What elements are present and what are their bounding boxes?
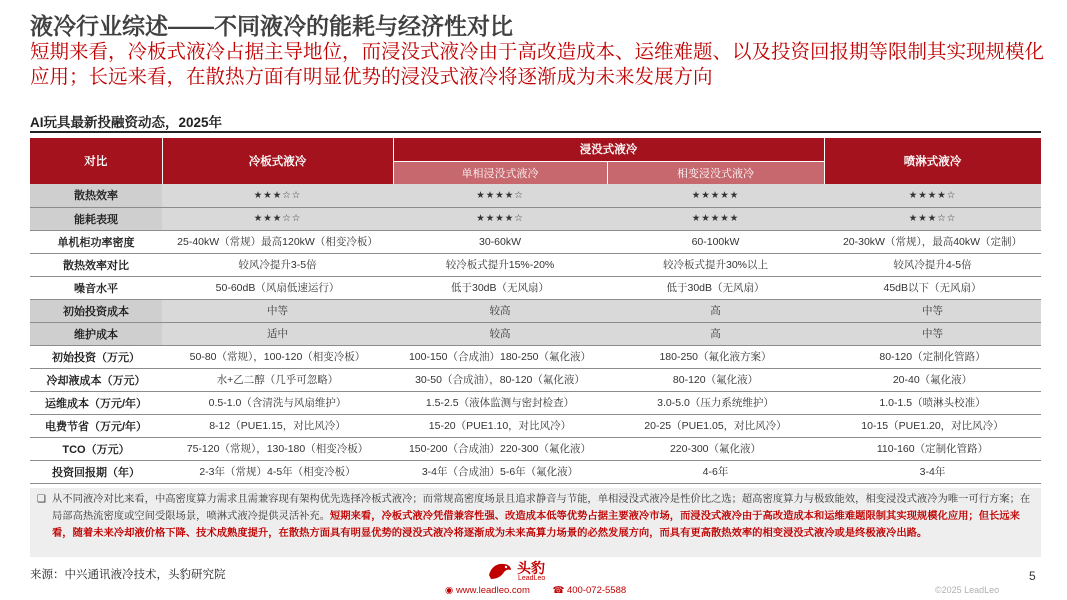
star-rating: ★★★★☆ bbox=[824, 184, 1041, 207]
row-label: 投资回报期（年） bbox=[30, 460, 162, 483]
summary-note bbox=[30, 488, 1041, 557]
table-row bbox=[30, 322, 1041, 345]
table-cell: 0.5-1.0（含清洗与风扇维护） bbox=[162, 391, 393, 414]
table-cell: 较风冷提升4-5倍 bbox=[824, 253, 1041, 276]
table-cell: 150-200（合成油）220-300（氟化液） bbox=[393, 437, 607, 460]
table-cell: 较高 bbox=[393, 299, 607, 322]
table-row bbox=[30, 276, 1041, 299]
logo-english-text: LeadLeo bbox=[518, 575, 546, 582]
header-spray: 喷淋式液冷 bbox=[824, 138, 1041, 184]
header-compare: 对比 bbox=[30, 138, 162, 184]
table-cell: 25-40kW（常规）最高120kW（相变冷板） bbox=[162, 230, 393, 253]
row-label: 运维成本（万元/年） bbox=[30, 391, 162, 414]
page-subtitle: 短期来看，冷板式液冷占据主导地位，而浸没式液冷由于高改造成本、运维难题、以及投资回报期等限制其实现规模化应用；长远来看，在散热方面有明显优势的浸没式液冷将逐渐成为未来发展方向 bbox=[30, 41, 1045, 88]
phone-text: 400-072-5588 bbox=[566, 585, 627, 596]
table-row bbox=[30, 230, 1041, 253]
table-cell: 30-60kW bbox=[393, 230, 607, 253]
comparison-table bbox=[30, 138, 1042, 484]
table-cell: 3-4年（合成油）5-6年（氟化液） bbox=[393, 460, 607, 483]
table-row bbox=[30, 345, 1041, 368]
table-title: AI玩具最新投融资动态，2025年 bbox=[30, 115, 223, 130]
table-cell: 2-3年（常规）4-5年（相变冷板） bbox=[162, 460, 393, 483]
table-row bbox=[30, 437, 1041, 460]
star-rating: ★★★☆☆ bbox=[162, 184, 393, 207]
table-cell: 较冷板式提升15%-20% bbox=[393, 253, 607, 276]
star-rating: ★★★☆☆ bbox=[162, 207, 393, 230]
website-text[interactable]: www.leadleo.com bbox=[455, 585, 530, 596]
copyright-text: ©2025 LeadLeo bbox=[935, 585, 1000, 595]
phone-info: ☎ 400-072-5588 bbox=[552, 585, 627, 596]
leopard-logo-icon bbox=[487, 559, 513, 583]
row-label: 散热效率对比 bbox=[30, 253, 162, 276]
logo-chinese-text: 头豹 bbox=[517, 560, 545, 576]
row-label: 单机柜功率密度 bbox=[30, 230, 162, 253]
note-bullet-icon: ❑ bbox=[37, 494, 46, 505]
row-label: 噪音水平 bbox=[30, 276, 162, 299]
page-number: 5 bbox=[1029, 569, 1036, 583]
table-cell: 15-20（PUE1.10，对比风冷） bbox=[393, 414, 607, 437]
table-cell: 较冷板式提升30%以上 bbox=[607, 253, 824, 276]
table-cell: 30-50（合成油），80-120（氟化液） bbox=[393, 368, 607, 391]
table-cell: 低于30dB（无风扇） bbox=[393, 276, 607, 299]
row-label: 冷却液成本（万元） bbox=[30, 368, 162, 391]
row-label: 能耗表现 bbox=[30, 207, 162, 230]
table-cell: 220-300（氟化液） bbox=[607, 437, 824, 460]
page-title: 液冷行业综述——不同液冷的能耗与经济性对比 bbox=[30, 13, 513, 39]
table-cell: 中等 bbox=[824, 322, 1041, 345]
row-label: 电费节省（万元/年） bbox=[30, 414, 162, 437]
header-immersion: 浸没式液冷 bbox=[393, 138, 824, 161]
table-cell: 较高 bbox=[393, 322, 607, 345]
table-cell: 50-80（常规），100-120（相变冷板） bbox=[162, 345, 393, 368]
table-cell: 100-150（合成油）180-250（氟化液） bbox=[393, 345, 607, 368]
table-row bbox=[30, 299, 1041, 322]
table-cell: 20-25（PUE1.05，对比风冷） bbox=[607, 414, 824, 437]
table-cell: 80-120（定制化管路） bbox=[824, 345, 1041, 368]
table-cell: 45dB以下（无风扇） bbox=[824, 276, 1041, 299]
table-cell: 60-100kW bbox=[607, 230, 824, 253]
table-cell: 80-120（氟化液） bbox=[607, 368, 824, 391]
table-cell: 20-40（氟化液） bbox=[824, 368, 1041, 391]
table-row bbox=[30, 414, 1041, 437]
source-text: 来源：中兴通讯液冷技术，头豹研究院 bbox=[30, 569, 226, 581]
header-two-phase: 相变浸没式液冷 bbox=[607, 161, 824, 184]
note-highlight-text: 短期来看，冷板式液冷凭借兼容性强、改造成本低等优势占据主要液冷市场，而浸没式液冷由于高改造成本和运维难题限制其实现规模化应用；但长远来看，随着未来冷却液价格下降、技术成熟度提升，在散热方面具有明显优势的浸没式液冷将逐渐成为未来高算力场景的必然发展方向，而具有更高散热效率的相变浸没式液冷或是终极液冷出路。 bbox=[52, 511, 1020, 539]
table-cell: 水+乙二醇（几乎可忽略） bbox=[162, 368, 393, 391]
table-cell: 高 bbox=[607, 299, 824, 322]
star-rating: ★★★★★ bbox=[607, 184, 824, 207]
table-cell: 较风冷提升3-5倍 bbox=[162, 253, 393, 276]
table-cell: 高 bbox=[607, 322, 824, 345]
table-cell: 中等 bbox=[162, 299, 393, 322]
table-title-rule bbox=[30, 131, 1041, 133]
table-cell: 50-60dB（风扇低速运行） bbox=[162, 276, 393, 299]
star-rating: ★★★★☆ bbox=[393, 184, 607, 207]
table-row bbox=[30, 460, 1041, 483]
table-cell: 3-4年 bbox=[824, 460, 1041, 483]
table-cell: 适中 bbox=[162, 322, 393, 345]
row-label: 初始投资（万元） bbox=[30, 345, 162, 368]
table-cell: 中等 bbox=[824, 299, 1041, 322]
row-label: 维护成本 bbox=[30, 322, 162, 345]
table-cell: 20-30kW（常规），最高40kW（定制） bbox=[824, 230, 1041, 253]
star-rating: ★★★☆☆ bbox=[824, 207, 1041, 230]
row-label: 初始投资成本 bbox=[30, 299, 162, 322]
table-body bbox=[30, 184, 1041, 483]
table-cell: 低于30dB（无风扇） bbox=[607, 276, 824, 299]
table-cell: 75-120（常规），130-180（相变冷板） bbox=[162, 437, 393, 460]
table-cell: 1.0-1.5（喷淋头校准） bbox=[824, 391, 1041, 414]
header-cold-plate: 冷板式液冷 bbox=[162, 138, 393, 184]
table-cell: 8-12（PUE1.15，对比风冷） bbox=[162, 414, 393, 437]
leadleo-logo bbox=[487, 557, 587, 585]
table-cell: 3.0-5.0（压力系统维护） bbox=[607, 391, 824, 414]
table-row bbox=[30, 184, 1041, 207]
footer-contact bbox=[445, 585, 646, 596]
row-label: TCO（万元） bbox=[30, 437, 162, 460]
table-row bbox=[30, 253, 1041, 276]
table-cell: 10-15（PUE1.20，对比风冷） bbox=[824, 414, 1041, 437]
table-cell: 110-160（定制化管路） bbox=[824, 437, 1041, 460]
website-link[interactable]: ◉ www.leadleo.com bbox=[445, 585, 530, 596]
header-single-phase: 单相浸没式液冷 bbox=[393, 161, 607, 184]
table-cell: 4-6年 bbox=[607, 460, 824, 483]
table-row bbox=[30, 368, 1041, 391]
row-label: 散热效率 bbox=[30, 184, 162, 207]
table-cell: 180-250（氟化液方案） bbox=[607, 345, 824, 368]
table-row bbox=[30, 391, 1041, 414]
note-normal-text: 从不同液冷对比来看，中高密度算力需求且需兼容现有架构优先选择冷板式液冷；而常规高密度场景且追求静音与节能，单相浸没式液冷是性价比之选；超高密度算力与极致能效，相变浸没式液冷为唯一可行方案；在局部高热流密度或空间受限场景，喷淋式液冷提供灵活补充。 bbox=[52, 494, 1031, 522]
star-rating: ★★★★★ bbox=[607, 207, 824, 230]
table-row bbox=[30, 207, 1041, 230]
table-cell: 1.5-2.5（液体监测与密封检查） bbox=[393, 391, 607, 414]
star-rating: ★★★★☆ bbox=[393, 207, 607, 230]
